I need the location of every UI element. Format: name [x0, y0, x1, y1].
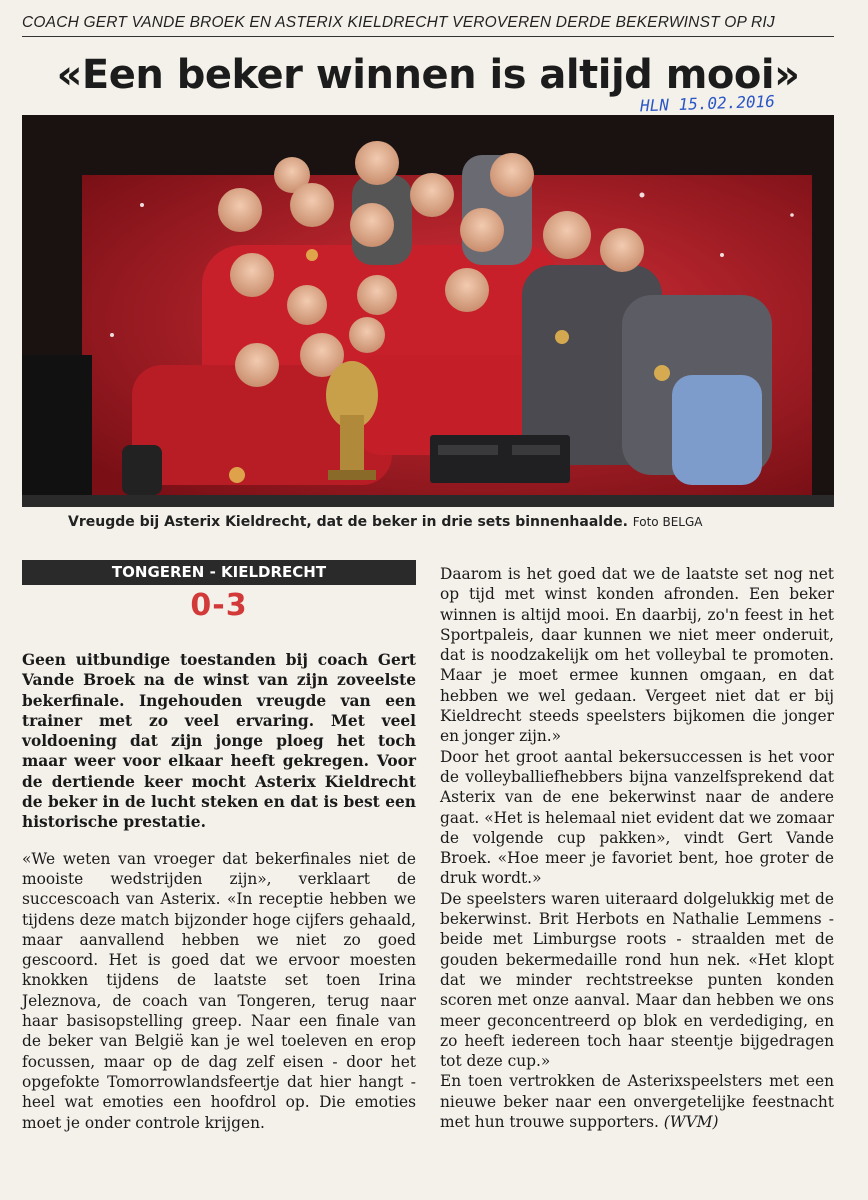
author-signature: (WVM) [663, 1113, 719, 1132]
article-paragraph: Door het groot aantal bekersuccessen is het voor de volleyballiefhebbers bijna vanzelfsprekend dat Asterix van de ene bekerwinst naar de andere gaat. «Het is helemaal niet evident dat we zomaar de volgende cup pakken», vindt Gert Vande Broek. «Hoe meer je favoriet bent, hoe groter de druk wordt.» [440, 747, 834, 888]
match-teams-banner: TONGEREN - KIELDRECHT [22, 560, 416, 585]
team-celebration-photo [22, 115, 834, 507]
handwritten-date-note: HLN 15.02.2016 [639, 91, 776, 116]
article-paragraph-final [440, 1071, 834, 1132]
match-score: 0-3 [190, 588, 248, 623]
caption-text: Vreugde bij Asterix Kieldrecht, dat de beker in drie sets binnenhaalde. [68, 514, 628, 530]
article-closing-text: En toen vertrokken de Asterixspeelsters met een nieuwe beker naar een onvergetelijke feestnacht met hun trouwe supporters. [440, 1072, 834, 1132]
article-kicker: COACH GERT VANDE BROEK EN ASTERIX KIELDRECHT VEROVEREN DERDE BEKERWINST OP RIJ [22, 14, 834, 37]
photo-illustration [22, 115, 834, 507]
article-lead: Geen uitbundige toestanden bij coach Gert Vande Broek na de winst van zijn zoveelste bekerfinale. Ingehouden vreugde van een trainer met zo veel ervaring. Met veel voldoening dat zijn jonge ploeg het toch maar weer voor elkaar heeft gekregen. Voor de dertiende keer mocht Asterix Kieldrecht de beker in de lucht steken en dat is best een historische prestatie. [22, 651, 416, 832]
article-paragraph: De speelsters waren uiteraard dolgelukkig met de bekerwinst. Brit Herbots en Nathalie Lemmens - beide met Limburgse roots - straalden met de gouden bekermedaille rond hun nek. «Het klopt dat we minder rechtstreekse punten konden scoren met onze aanval. Maar dan hebben we ons meer geconcentreerd op blok en verdediging, en zo heeft iedereen toch haar steentje bijgedragen tot deze cup.» [440, 889, 834, 1071]
article-column-left [22, 650, 416, 1133]
photo-caption [68, 514, 828, 530]
article-headline: «Een beker winnen is altijd mooi» [56, 52, 800, 98]
article-paragraph: «We weten van vroeger dat bekerfinales niet de mooiste wedstrijden zijn», verklaart de succescoach van Asterix. «In receptie hebben we tijdens deze match bijzonder hoge cijfers gehaald, maar aanvallend hebben we niet zo goed gescoord. Het is goed dat we ervoor moesten knokken tijdens de laatste set toen Irina Jeleznova, de coach van Tongeren, terug naar haar basisopstelling greep. Naar een finale van de beker van België kan je wel toeleven en erop focussen, maar op de dag zelf eisen - door het opgefokte Tomorrowlandsfeertje dat hier hangt - heel wat emoties een hoofdrol op. Die emoties moet je onder controle krijgen. [22, 849, 416, 1132]
article-column-right [440, 564, 834, 1132]
photo-credit: Foto BELGA [632, 515, 703, 529]
article-paragraph: Daarom is het goed dat we de laatste set nog net op tijd met winst konden afronden. Een beker winnen is altijd mooi. En daarbij, zo'n feest in het Sportpaleis, daar kunnen we niet meer onderuit, dat is noodzakelijk om het volleybal te promoten. Maar je moet ermee kunnen omgaan, en dat hebben we wel gedaan. Vergeet niet dat er bij Kieldrecht steeds speelsters bijkomen die jonger en jonger zijn.» [440, 565, 834, 746]
